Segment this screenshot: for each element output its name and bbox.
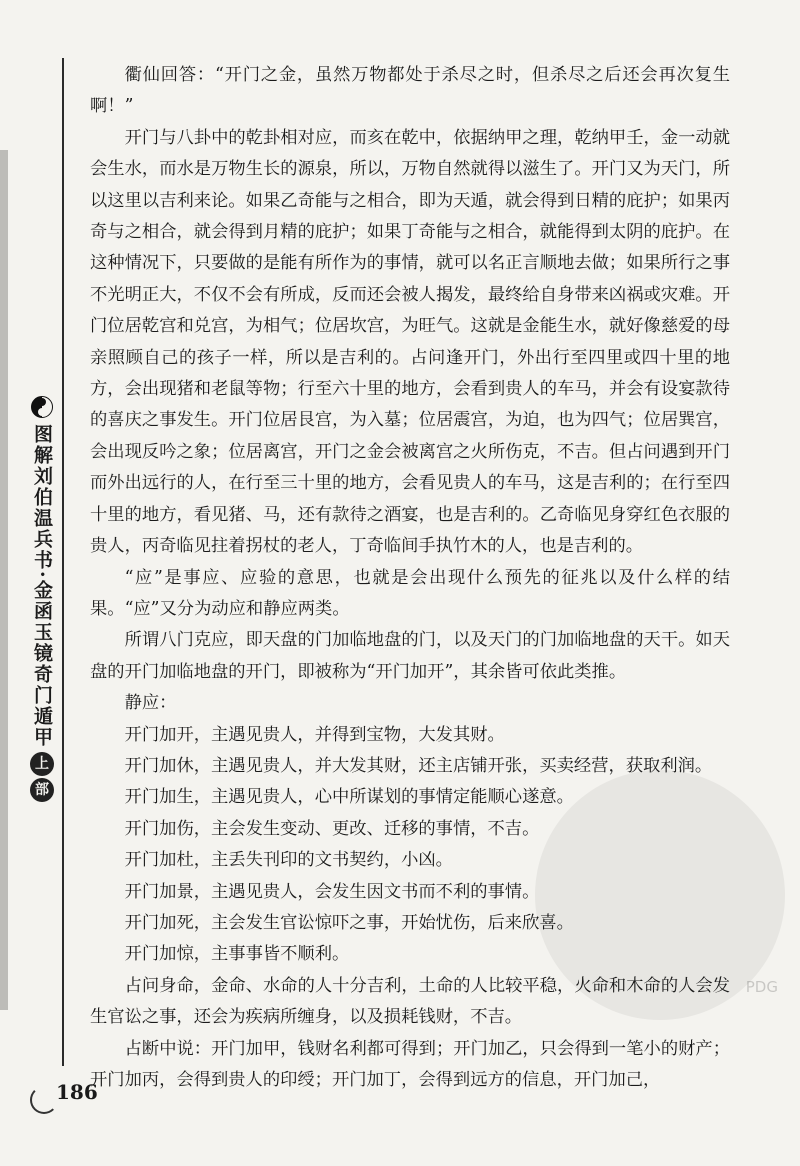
watermark-text: PDG xyxy=(745,978,778,996)
margin-rule xyxy=(62,58,64,1066)
paragraph: “应”是事应、应验的意思，也就是会出现什么预先的征兆以及什么样的结果。“应”又分为动应和静应两类。 xyxy=(90,567,730,619)
paragraph: 开门加杜，主丢失刊印的文书契约，小凶。 xyxy=(124,850,453,871)
paragraph: 开门加休，主遇见贵人，并大发其财，还主店铺开张，买卖经营，获取利润。 xyxy=(124,755,713,776)
paragraph: 占断中说：开门加甲，钱财名利都可得到；开门加乙，只会得到一笔小的财产；开门加丙，会得到贵人的印绶；开门加丁，会得到远方的信息，开门加己， xyxy=(90,1038,730,1090)
page-number: 186 xyxy=(56,1080,98,1104)
paragraph: 开门与八卦中的乾卦相对应，而亥在乾中，依据纳甲之理，乾纳甲壬，金一动就会生水，而水是万物生长的源泉，所以，万物自然就得以滋生了。开门又为天门，所以这里以吉利来论。如果乙奇能与之相合，即为天遁，就会得到日精的庇护；如果丙奇与之相合，就会得到月精的庇护；如果丁奇能与之相合，就能得到太阴的庇护。在这种情况下，只要做的是能有所作为的事情，就可以名正言顺地去做；如果所行之事不光明正大，不仅不会有所成，反而还会被人揭发，最终给自身带来凶祸或灾难。开门位居乾宫和兑宫，为相气；位居坎宫，为旺气。这就是金能生水，就好像慈爱的母亲照顾自己的孩子一样，所以是吉利的。占问逢开门，外出行至四里或四十里的地方，会出现猪和老鼠等物；行至六十里的地方，会看到贵人的车马，并会有设宴款待的喜庆之事发生。开门位居艮宫，为入墓；位居震宫，为迫，也为四气；位居巽宫，会出现反吟之象；位居离宫，开门之金会被离宫之火所伤克，不吉。但占问遇到开门而外出远行的人，在行至三十里的地方，会看见贵人的车马，这是吉利的；在行至四十里的地方，看见猪、马，还有款待之酒宴，也是吉利的。乙奇临见身穿红色衣服的贵人，丙奇临见拄着拐杖的老人，丁奇临间手执竹木的人，也是吉利的。 xyxy=(90,127,730,557)
paragraph: 占问身命，金命、水命的人十分吉利，土命的人比较平稳，火命和木命的人会发生官讼之事，还会为疾病所缠身，以及损耗钱财，不吉。 xyxy=(90,975,730,1028)
paragraph: 所谓八门克应，即天盘的门加临地盘的门，以及天门的门加临地盘的天干。如天盘的开门加临地盘的开门，即被称为“开门加开”，其余皆可依此类推。 xyxy=(90,630,730,682)
running-title xyxy=(28,396,56,802)
paragraph: 开门加开，主遇见贵人，并得到宝物，大发其财。 xyxy=(124,724,505,745)
side-margin-bar xyxy=(0,150,8,1010)
paragraph: 开门加惊，主事事皆不顺利。 xyxy=(124,944,350,965)
yin-yang-icon xyxy=(31,396,53,418)
paragraph: 静应： xyxy=(124,693,177,714)
volume-badge: 上 xyxy=(30,752,54,776)
volume-badge-part: 部 xyxy=(30,778,54,802)
body-text xyxy=(90,60,730,1096)
page-ornament-icon xyxy=(30,1086,58,1114)
paragraph: 开门加景，主遇见贵人，会发生因文书而不利的事情。 xyxy=(124,881,540,902)
paragraph: 开门加伤，主会发生变动、更改、迁移的事情，不吉。 xyxy=(124,818,540,839)
book-title-vertical: 图解刘伯温兵书·金函玉镜奇门遁甲 xyxy=(31,424,53,748)
paragraph: 开门加死，主会发生官讼惊吓之事，开始忧伤，后来欣喜。 xyxy=(124,912,574,933)
paragraph: 开门加生，主遇见贵人，心中所谋划的事情定能顺心遂意。 xyxy=(124,787,574,808)
paragraph: 衢仙回答：“开门之金，虽然万物都处于杀尽之时，但杀尽之后还会再次复生啊！” xyxy=(90,65,730,117)
